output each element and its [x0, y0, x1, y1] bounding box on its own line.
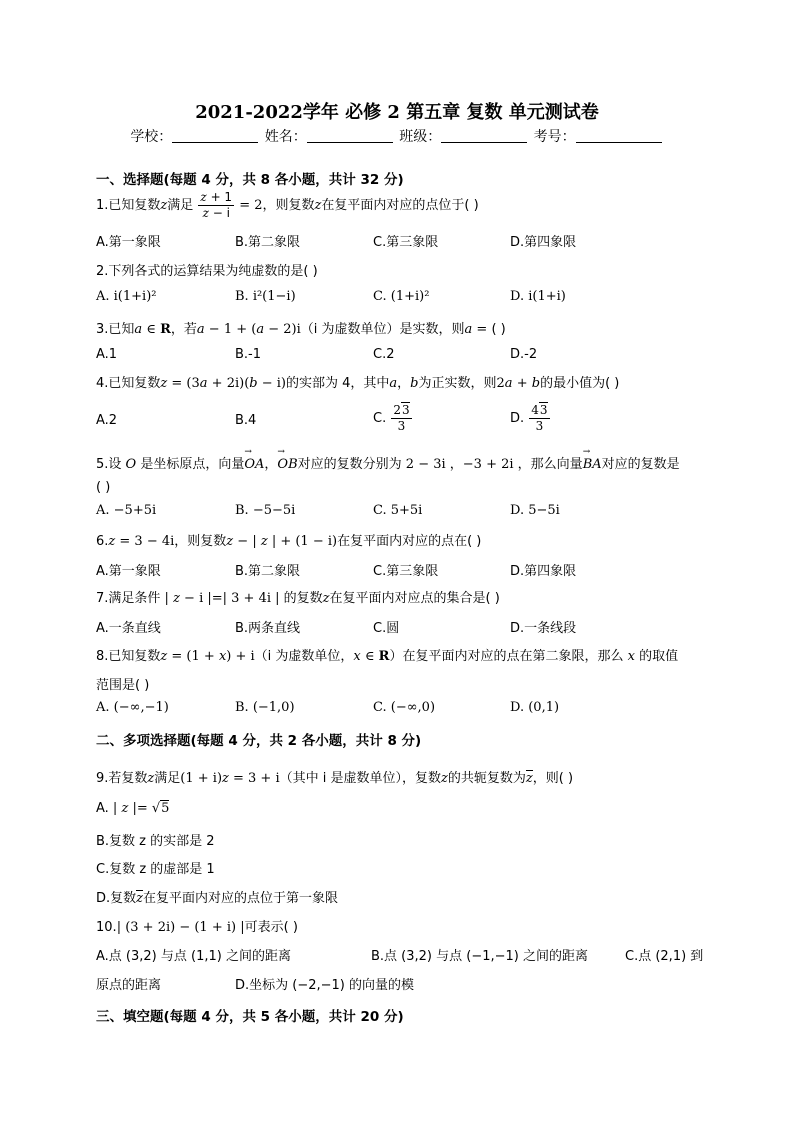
option-c[interactable]: C. (1+i)²	[373, 289, 430, 304]
option-a[interactable]: A.点 (3,2) 与点 (1,1) 之间的距离	[96, 949, 291, 964]
option-b[interactable]: B.复数 z 的实部是 2	[96, 834, 215, 849]
school-blank[interactable]	[172, 128, 258, 143]
option-a[interactable]: A.一条直线	[96, 621, 161, 636]
option-a[interactable]: A. i(1+i)²	[96, 289, 157, 304]
question-8-line2: 范围是( )	[96, 678, 150, 693]
option-b[interactable]: B. i²(1−i)	[235, 289, 296, 304]
question-4: 4.已知复数z = (3a + 2i)(b − i)的实部为 4，其中a，b为正实数，则2a + b的最小值为( )	[96, 376, 620, 391]
school-label: 学校：	[130, 129, 173, 145]
option-b[interactable]: B.点 (3,2) 与点 (−1,−1) 之间的距离	[371, 949, 589, 964]
option-c[interactable]: C. (−∞,0)	[373, 700, 436, 715]
option-a[interactable]: A.第一象限	[96, 564, 161, 579]
question-6: 6.z = 3 − 4i，则复数z − | z | + (1 − i)在复平面内对应的点在( )	[96, 534, 482, 549]
option-d[interactable]: D.一条线段	[510, 621, 577, 636]
option-d[interactable]: D. $\frac{43}{3}$	[510, 403, 548, 433]
option-b[interactable]: B. −5−5i	[235, 503, 296, 518]
question-5: 5.设 O 是坐标原点，向量→ OA，→ OB对应的复数分别为 2 − 3i ，−3 + 2i ，那么向量→ BA对应的复数是	[96, 453, 680, 472]
question-5-line2: ( )	[96, 480, 111, 495]
exam-number-label: 考号：	[533, 129, 576, 145]
option-d[interactable]: D.-2	[510, 347, 538, 362]
option-a[interactable]: A. (−∞,−1)	[96, 700, 169, 715]
name-blank[interactable]	[307, 128, 393, 143]
option-b[interactable]: B.第二象限	[235, 564, 301, 579]
option-a[interactable]: A.1	[96, 347, 118, 362]
page-title: 2021-2022学年 必修 2 第五章 复数 单元测试卷	[195, 102, 599, 123]
option-b[interactable]: B. (−1,0)	[235, 700, 295, 715]
option-c-continued: 原点的距离	[96, 978, 162, 993]
class-label: 班级：	[399, 129, 442, 145]
option-a[interactable]: A. −5+5i	[96, 503, 157, 518]
name-label: 姓名：	[264, 129, 307, 145]
question-2: 2.下列各式的运算结果为纯虚数的是( )	[96, 264, 318, 279]
option-c[interactable]: C.点 (2,1) 到	[625, 949, 704, 964]
option-b[interactable]: B.两条直线	[235, 621, 301, 636]
exam-number-blank[interactable]	[576, 128, 662, 143]
option-a[interactable]: A. | z |= √5	[96, 801, 170, 816]
question-10: 10.| (3 + 2i) − (1 + i) |可表示( )	[96, 920, 298, 935]
option-d[interactable]: D.复数z在复平面内对应的点位于第一象限	[96, 891, 339, 906]
question-1: 1.已知复数z满足 $\frac{z + 1}{z - i}$ = 2，则复数z在复平面内对应的点位于( )	[96, 190, 479, 220]
question-9: 9.若复数z满足(1 + i)z = 3 + i（其中 i 是虚数单位），复数z的共轭复数为z，则( )	[96, 771, 574, 786]
question-3: 3.已知a ∈ R，若a − 1 + (a − 2)i（i 为虚数单位）是实数，则a = ( )	[96, 322, 506, 337]
option-a[interactable]: A.2	[96, 413, 118, 428]
class-blank[interactable]	[441, 128, 527, 143]
option-c[interactable]: C. 5+5i	[373, 503, 423, 518]
option-d[interactable]: D.第四象限	[510, 235, 577, 250]
student-info-row	[0, 126, 794, 146]
option-d[interactable]: D.坐标为 (−2,−1) 的向量的模	[235, 978, 415, 993]
option-b[interactable]: B.-1	[235, 347, 262, 362]
section-heading-choice: 一、选择题(每题 4 分，共 8 各小题，共计 32 分)	[96, 172, 404, 188]
fraction: $\frac{z + 1}{z - i}$	[200, 190, 233, 220]
option-c[interactable]: C. $\frac{23}{3}$	[373, 403, 410, 433]
option-c[interactable]: C.2	[373, 347, 395, 362]
question-8: 8.已知复数z = (1 + x) + i（i 为虚数单位，x ∈ R）在复平面内对应的点在第二象限，那么 x 的取值	[96, 649, 679, 664]
question-7: 7.满足条件 | z − i |=| 3 + 4i | 的复数z在复平面内对应点的集合是( )	[96, 591, 500, 606]
section-heading-multi-choice: 二、多项选择题(每题 4 分，共 2 各小题，共计 8 分)	[96, 733, 422, 749]
option-d[interactable]: D.第四象限	[510, 564, 577, 579]
option-c[interactable]: C.第三象限	[373, 235, 439, 250]
option-c[interactable]: C.圆	[373, 621, 400, 636]
option-b[interactable]: B.第二象限	[235, 235, 301, 250]
option-a[interactable]: A.第一象限	[96, 235, 161, 250]
option-c[interactable]: C.第三象限	[373, 564, 439, 579]
option-d[interactable]: D. (0,1)	[510, 700, 560, 715]
option-b[interactable]: B.4	[235, 413, 257, 428]
option-d[interactable]: D. i(1+i)	[510, 289, 566, 304]
option-d[interactable]: D. 5−5i	[510, 503, 560, 518]
option-c[interactable]: C.复数 z 的虚部是 1	[96, 862, 215, 877]
section-heading-fill-blank: 三、填空题(每题 4 分，共 5 各小题，共计 20 分)	[96, 1009, 404, 1025]
